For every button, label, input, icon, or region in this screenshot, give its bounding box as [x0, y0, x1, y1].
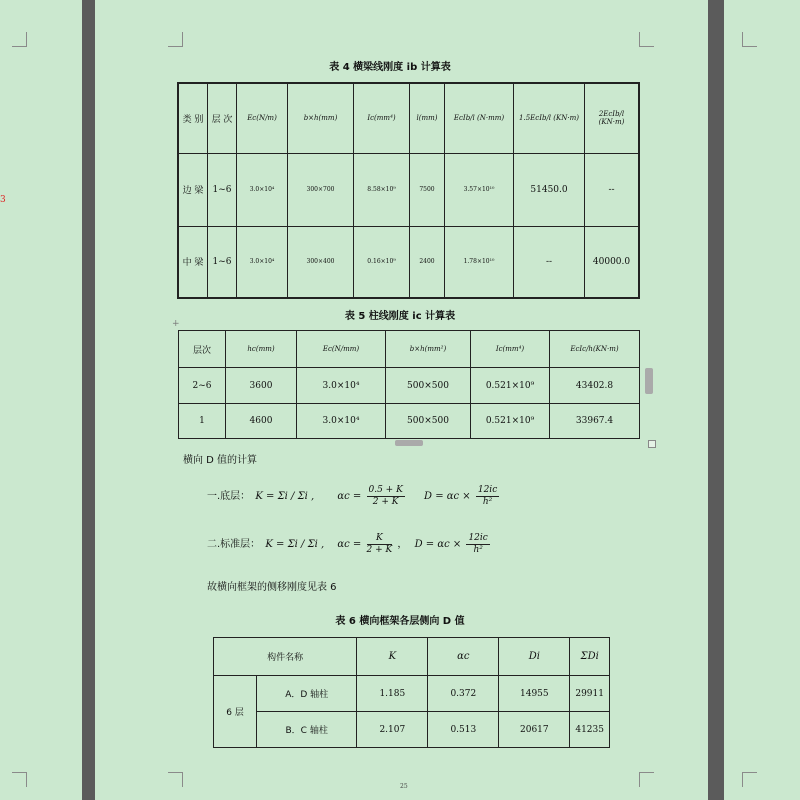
table-resize-handle[interactable]	[648, 440, 656, 448]
formula-denominator: h²	[473, 544, 483, 555]
table5-cell: 3.0×10⁴	[297, 404, 386, 439]
table4-cell: 0.16×10⁹	[354, 226, 410, 298]
formula-numerator: 12ic	[477, 484, 498, 495]
formula-fraction	[367, 485, 405, 508]
table-row-resize-handle[interactable]	[645, 368, 653, 394]
table6-cell: A．D 轴柱	[257, 676, 357, 712]
table-row	[178, 226, 639, 298]
table6-header: K	[357, 638, 428, 676]
table4-cell: --	[514, 226, 585, 298]
formula-alpha: αc =	[337, 491, 362, 502]
table4-cell: 1~6	[208, 226, 237, 298]
table4-cell: 8.58×10⁹	[354, 153, 410, 226]
formula-fraction	[466, 533, 489, 556]
table6-cell: 0.513	[428, 712, 499, 748]
formula-separator: ，	[397, 539, 408, 550]
table5-header: Ec(N/mm)	[297, 331, 386, 368]
conclusion-text: 故横向框架的侧移刚度见表 6	[207, 582, 337, 593]
table5-header: Ic(mm⁴)	[471, 331, 550, 368]
table6-header: 构件名称	[214, 638, 357, 676]
table4-cell: 3.57×10¹⁰	[445, 153, 514, 226]
crop-mark-left-page-top	[12, 32, 27, 47]
table6-cell: B．C 轴柱	[257, 712, 357, 748]
table4-header: 类 别	[178, 83, 208, 153]
table4-header: Ic(mm⁴)	[354, 83, 410, 153]
table4-header: 层 次	[208, 83, 237, 153]
table5-header: 层次	[179, 331, 226, 368]
table5-cell: 43402.8	[550, 368, 640, 404]
table6	[213, 637, 610, 748]
page-number: 25	[400, 783, 408, 790]
table5-header: EcIc/h(KN·m)	[550, 331, 640, 368]
table4-header: Ec(N/m)	[237, 83, 288, 153]
table6-group: 6 层	[214, 676, 257, 748]
formula-numerator: 0.5 + K	[368, 484, 403, 495]
crop-mark-bottom-left	[168, 772, 183, 787]
table5-cell: 0.521×10⁹	[471, 368, 550, 404]
table4-header: EcIb/l (N·mm)	[445, 83, 514, 153]
table5-cell: 4600	[226, 404, 297, 439]
table5-cell: 3600	[226, 368, 297, 404]
crop-mark-top-right	[639, 32, 654, 47]
formula-fraction	[367, 533, 393, 556]
table5-caption: 表 5 柱线刚度 ic 计算表	[344, 311, 456, 322]
crop-mark-top-left	[168, 32, 183, 47]
table4-cell: 2400	[410, 226, 445, 298]
formula-label: 二.标准层：	[207, 539, 261, 550]
formula-d: D = αc ×	[424, 491, 471, 502]
table-row	[214, 676, 610, 712]
table5-cell: 3.0×10⁴	[297, 368, 386, 404]
table4-cell: 40000.0	[585, 226, 640, 298]
table-row	[178, 153, 639, 226]
table6-cell: 0.372	[428, 676, 499, 712]
table4-cell: 边 梁	[178, 153, 208, 226]
table4-cell: 中 梁	[178, 226, 208, 298]
table4-cell: 1.78×10¹⁰	[445, 226, 514, 298]
table4-header: 2EcIb/l (KN·m)	[585, 83, 640, 153]
table-row	[179, 404, 640, 439]
formula-numerator: 12ic	[468, 532, 488, 543]
table4-cell: 300×400	[288, 226, 354, 298]
table6-caption: 表 6 横向框架各层侧向 D 值	[335, 616, 465, 627]
section-heading: 横向 D 值的计算	[183, 455, 258, 466]
table6-cell: 29911	[570, 676, 610, 712]
table4-cell: 7500	[410, 153, 445, 226]
table5	[178, 330, 640, 439]
crop-mark-left-page-bottom	[12, 772, 27, 787]
table4-cell: 3.0×10⁴	[237, 153, 288, 226]
table4-cell: 3.0×10⁴	[237, 226, 288, 298]
table6-cell: 20617	[499, 712, 570, 748]
formula-denominator: 2 + K	[372, 496, 399, 507]
table-move-handle-icon[interactable]: +	[172, 319, 180, 329]
table5-cell: 1	[179, 404, 226, 439]
table4-cell: --	[585, 153, 640, 226]
table4-caption: 表 4 横梁线刚度 ib 计算表	[329, 62, 451, 73]
table4-header: b×h(mm)	[288, 83, 354, 153]
formula-denominator: h²	[482, 496, 493, 507]
table5-cell: 500×500	[386, 404, 471, 439]
next-page	[724, 0, 800, 800]
previous-page	[0, 0, 82, 800]
formula-k: K = Σi / Σi ,	[255, 491, 315, 502]
crop-mark-right-page-top	[742, 32, 757, 47]
table4-cell: 51450.0	[514, 153, 585, 226]
table5-cell: 2~6	[179, 368, 226, 404]
table4-cell: 300×700	[288, 153, 354, 226]
table4-header: 1.5EcIb/l (KN·m)	[514, 83, 585, 153]
formula-alpha: αc =	[337, 539, 362, 550]
formula-label: 一.底层：	[207, 491, 251, 502]
table6-header: αc	[428, 638, 499, 676]
formula-denominator: 2 + K	[366, 544, 393, 555]
crop-mark-bottom-right	[639, 772, 654, 787]
table6-header: Di	[499, 638, 570, 676]
table5-cell: 500×500	[386, 368, 471, 404]
crop-mark-right-page-bottom	[742, 772, 757, 787]
table4-cell: 1~6	[208, 153, 237, 226]
table4-header: l(mm)	[410, 83, 445, 153]
table5-cell: 0.521×10⁹	[471, 404, 550, 439]
table6-cell: 1.185	[357, 676, 428, 712]
table-row	[179, 368, 640, 404]
formula-fraction	[476, 485, 499, 508]
table6-cell: 41235	[570, 712, 610, 748]
table5-header: b×h(mm²)	[386, 331, 471, 368]
table5-cell: 33967.4	[550, 404, 640, 439]
table6-cell: 14955	[499, 676, 570, 712]
table4	[177, 82, 640, 299]
table5-header: hc(mm)	[226, 331, 297, 368]
formula-k: K = Σi / Σi ,	[265, 539, 325, 550]
formula-numerator: K	[367, 533, 393, 545]
formula-bottom-floor	[207, 482, 501, 512]
table-row	[214, 712, 610, 748]
table6-cell: 2.107	[357, 712, 428, 748]
table6-header: ΣDi	[570, 638, 610, 676]
formula-standard-floor	[207, 530, 492, 560]
red-mark: 3	[0, 195, 6, 205]
table-column-resize-handle[interactable]	[395, 440, 423, 446]
formula-d: D = αc ×	[414, 539, 462, 550]
